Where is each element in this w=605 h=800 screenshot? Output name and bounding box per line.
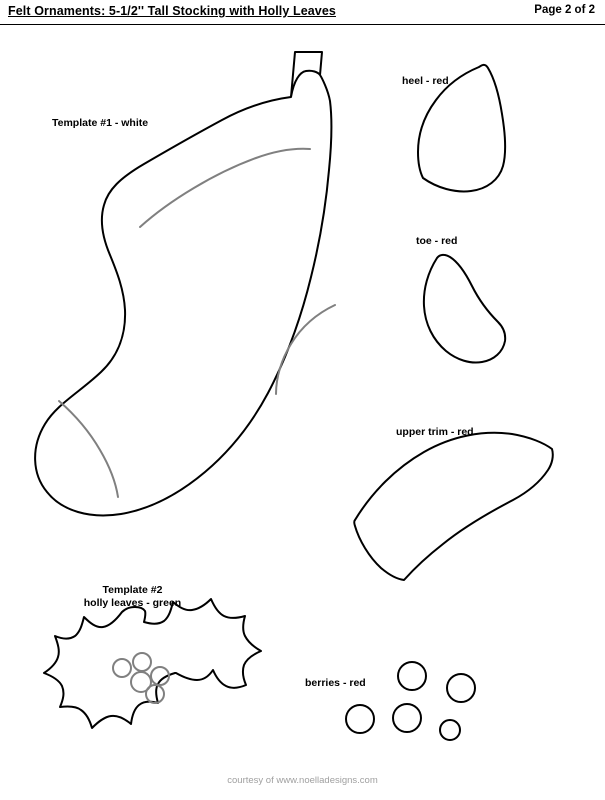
berry-outline-5	[440, 720, 460, 740]
upper-trim-piece	[354, 433, 553, 580]
upper-trim-outline	[354, 433, 553, 580]
label-template-2-line2: holly leaves - green	[83, 597, 182, 609]
label-berries: berries - red	[305, 677, 366, 689]
berry-outline-4	[393, 704, 421, 732]
holly-leaves-outline	[44, 599, 261, 728]
label-heel: heel - red	[402, 75, 449, 87]
berry-outline-3	[346, 705, 374, 733]
berry-outline-1	[398, 662, 426, 690]
label-template-2-line1: Template #2	[102, 584, 163, 596]
label-upper-trim: upper trim - red	[396, 426, 474, 438]
page-title: Felt Ornaments: 5-1/2'' Tall Stocking with Holly Leaves	[8, 4, 336, 18]
holly-leaves-piece	[44, 599, 261, 728]
berries-piece	[346, 662, 475, 740]
toe-piece	[424, 255, 505, 363]
stocking-body-outline	[35, 71, 331, 516]
label-template-1: Template #1 - white	[52, 117, 149, 129]
footer-credit: courtesy of www.noelladesigns.com	[227, 775, 378, 786]
label-template-2	[65, 584, 200, 610]
label-toe: toe - red	[416, 235, 458, 247]
page-indicator: Page 2 of 2	[534, 4, 595, 16]
berry-outline-2	[447, 674, 475, 702]
toe-outline	[424, 255, 505, 363]
